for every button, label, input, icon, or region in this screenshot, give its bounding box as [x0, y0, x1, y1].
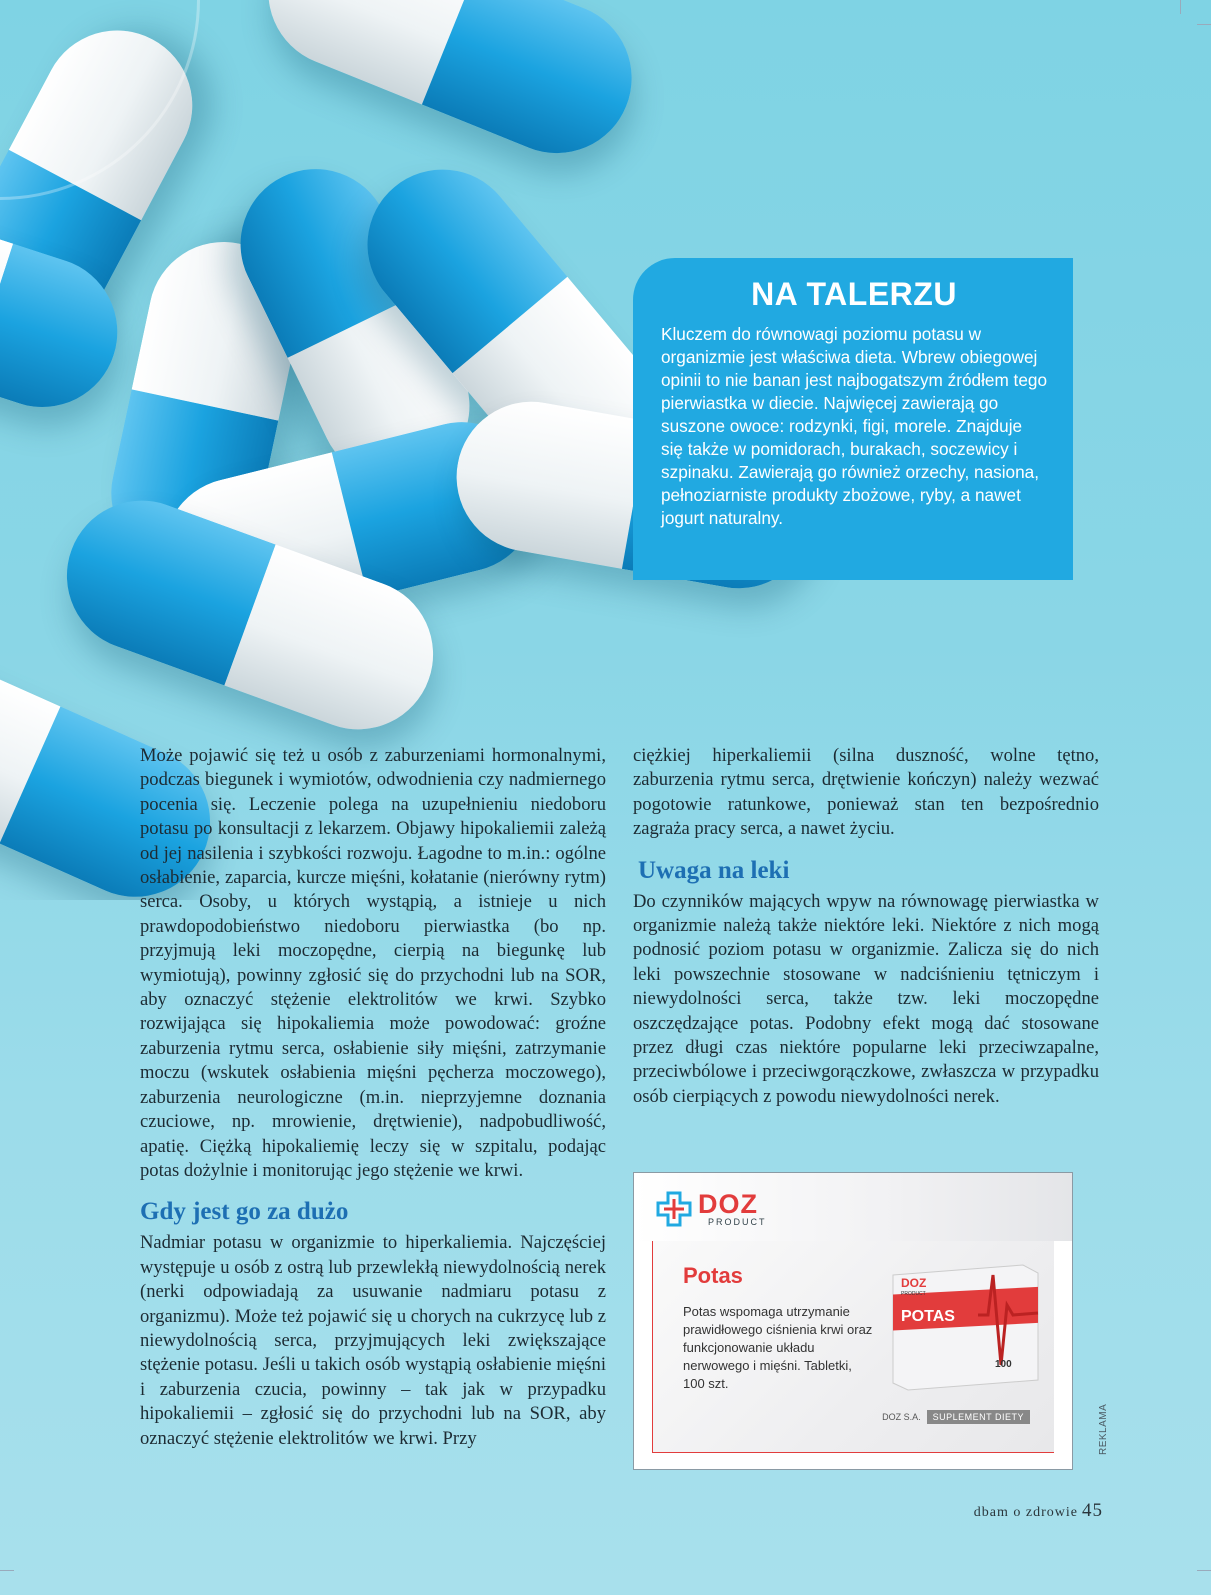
brand-subtitle: PRODUCT: [708, 1217, 767, 1227]
page-footer: [974, 1500, 1103, 1522]
crop-mark: [0, 1570, 14, 1571]
brand-name: DOZ: [698, 1189, 758, 1219]
paragraph: Nadmiar potasu w organizmie to hiperkaliemia. Najczęściej występuje u osób z ostrą lub przewlekłą niewydolnością nerek (nerki odpowiadają za usuwanie nadmiaru potasu z organizmu). Może też pojawić się u chorych na cukrzycę lub z niewydolnością serca, przyjmujących leki zwiększające stężenie potasu. Jeśli u takich osób wystąpią osłabienie mięśni i zaburzenia czucia, powinny – tak jak w przypadku hipokaliemii – zgłosić się do przychodni lub na SOR, aby oznaczyć stężenie elektrolitów we krwi. Przy: [140, 1232, 606, 1449]
company-name: DOZ S.A.: [882, 1412, 921, 1422]
box-label: POTAS: [901, 1308, 955, 1325]
page-number: 45: [1082, 1500, 1103, 1521]
box-brand-sub: PRODUCT: [901, 1291, 926, 1297]
info-box: [633, 258, 1073, 580]
doz-logo: [656, 1191, 767, 1227]
ad-side-label: REKLAMA: [1098, 1403, 1109, 1455]
ad-product-title: Potas: [683, 1263, 743, 1288]
box-count: 100: [995, 1359, 1012, 1370]
advertisement[interactable]: [633, 1172, 1073, 1470]
cross-logo-icon: [656, 1191, 692, 1227]
crop-mark: [1197, 1570, 1211, 1571]
paragraph: Do czynników mających wpyw na równowagę pierwiastka w organizmie należą także niektóre leki. Niektóre z nich mogą podnosić poziom potasu w organizmie. Zalicza się do nich leki powszechnie stosowane w nadciśnieniu tętniczym i niewydolności serca, także tzw. leki moczopędne oszczędzające potas. Podobny efekt mogą dać stosowane przez długi czas niektóre popularne leki przeciwzapalne, przeciwbólowe i przeciwgorączkowe, zwłaszcza w przypadku osób cierpiących z powodu niewydolności nerek.: [633, 890, 1099, 1107]
ad-header: [634, 1173, 1072, 1241]
bottle-outline: [0, 0, 200, 200]
info-box-text: Kluczem do równowagi poziomu potasu w organizmie jest właściwa dieta. Wbrew obiegowej opinii to nie banan jest najbogatszym źródłem tego pierwiastka w diecie. Najwięcej zawierają go suszone owoce: rodzynki, figi, morele. Znajduje się także w pomidorach, burakach, soczewicy i szpinaku. Zawierają go również orzechy, nasiona, pełnoziarniste produkty zbożowe, ryby, a nawet jogurt naturalny.: [661, 324, 1047, 528]
left-column: [140, 744, 606, 1451]
crop-mark: [1180, 0, 1181, 14]
info-box-title: NA TALERZU: [751, 276, 957, 312]
section-heading: Uwaga na leki: [638, 856, 790, 884]
right-column: [633, 744, 1099, 1109]
ad-body: [652, 1241, 1054, 1453]
magazine-name: dbam o zdrowie: [973, 1505, 1078, 1520]
paragraph: ciężkiej hiperkaliemii (silna duszność, wolne tętno, zaburzenia rytmu serca, drętwienie kończyn) należy wezwać pogotowie ratunkowe, ponieważ stan ten bezpośrednio zagraża pracy serca, a nawet życiu.: [633, 745, 1099, 840]
supplement-badge: SUPLEMENT DIETY: [927, 1410, 1030, 1424]
crop-mark: [1197, 24, 1211, 25]
capsule-image: [246, 0, 655, 176]
ad-description: Potas wspomaga utrzymanie prawidłowego ciśnienia krwi oraz funkcjonowanie układu nerwowego i mięśni. Tabletki, 100 szt.: [683, 1304, 873, 1391]
section-heading: Gdy jest go za dużo: [140, 1198, 349, 1226]
product-box-image: [883, 1255, 1043, 1395]
box-brand: DOZ: [901, 1276, 927, 1290]
ad-footer: [882, 1410, 1030, 1424]
paragraph: Może pojawić się też u osób z zaburzeniami hormonalnymi, podczas biegunek i wymiotów, odwodnienia czy nadmiernego pocenia się. Leczenie polega na uzupełnieniu niedoboru potasu po konsultacji z lekarzem. Objawy hipokaliemii zależą od jej nasilenia i szybkości rozwoju. Łagodne to m.in.: ogólne osłabienie, zaparcia, kurcze mięśni, kołatanie (nierówny rytm) serca. Osoby, u których wystąpią, a istnieje u nich prawdopodobieństwo niedoboru pierwiastka (bo np. przyjmują leki moczopędne, cierpią na biegunkę lub wymiotują), powinny zgłosić się do przychodni lub na SOR, aby oznaczyć stężenie elektrolitów we krwi. Szybko rozwijająca się hipokaliemia może powodować: groźne zaburzenia rytmu serca, osłabienie siły mięśni, zatrzymanie moczu (wskutek osłabienia mięśni pęcherza moczowego), zaburzenia neurologiczne (m.in. nieprzyjemne doznania czuciowe, np. mrowienie, drętwienie), nadpobudliwość, apatię. Ciężką hipokaliemię leczy się w szpitalu, podając potas dożylnie i monitorując jego stężenie we krwi.: [140, 745, 606, 1181]
